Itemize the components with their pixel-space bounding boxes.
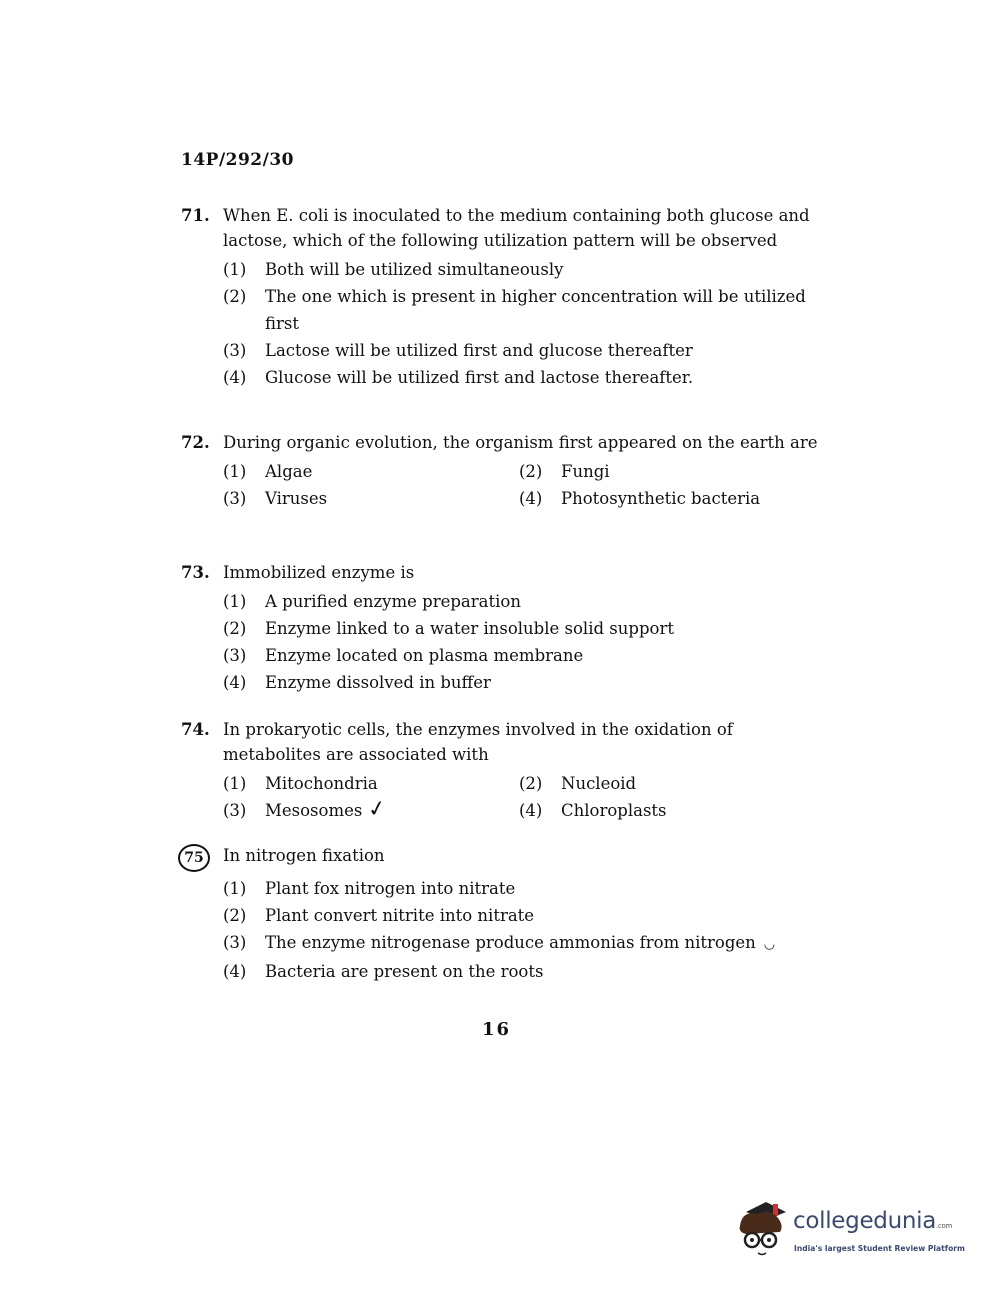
option-text: Lactose will be utilized first and glucose thereafter <box>265 341 693 360</box>
option-text: Algae <box>265 462 313 481</box>
question-text: In prokaryotic cells, the enzymes involved in the oxidation of metabolites are associated with <box>223 720 733 764</box>
question-text: During organic evolution, the organism first appeared on the earth are <box>223 433 818 452</box>
option-number: (4) <box>519 801 543 820</box>
option-number: (4) <box>223 368 247 387</box>
option-number: (4) <box>223 962 247 981</box>
question-74 <box>181 717 821 824</box>
option-text: Viruses <box>265 489 328 508</box>
brand-tagline: India's largest Student Review Platform <box>794 1244 965 1253</box>
option <box>223 929 821 958</box>
option <box>223 797 519 824</box>
option-text: Enzyme dissolved in buffer <box>265 673 491 692</box>
tick-mark-icon: ◡ <box>763 937 776 952</box>
option-text: Chloroplasts <box>561 801 667 820</box>
page-number: 16 <box>482 1019 512 1040</box>
brand-name: collegedunia.com <box>793 1208 953 1234</box>
option <box>223 588 821 615</box>
question-number: 74. <box>181 720 210 739</box>
options-grid <box>223 458 821 512</box>
question-text: In nitrogen fixation <box>223 846 385 865</box>
option-text: Nucleoid <box>561 774 637 793</box>
option <box>223 337 821 364</box>
collegedunia-logo <box>736 1196 965 1266</box>
option-text: Fungi <box>561 462 610 481</box>
options-grid <box>223 770 821 824</box>
option-text: Photosynthetic bacteria <box>561 489 761 508</box>
option-number: (4) <box>223 673 247 692</box>
options-list <box>223 875 821 985</box>
option-text: Glucose will be utilized first and lactose thereafter. <box>265 368 694 387</box>
option-text: Bacteria are present on the roots <box>265 962 544 981</box>
question-75 <box>181 843 821 985</box>
option <box>223 458 519 485</box>
question-text: When E. coli is inoculated to the medium containing both glucose and lactose, which of the following utilization pattern will be observed <box>223 206 810 250</box>
option <box>519 458 779 485</box>
option <box>223 283 821 337</box>
option <box>223 669 821 696</box>
option-number: (2) <box>223 906 247 925</box>
option-number: (3) <box>223 489 247 508</box>
option-number: (1) <box>223 774 247 793</box>
option-text: Mitochondria <box>265 774 378 793</box>
option-number: (3) <box>223 646 247 665</box>
option-text: A purified enzyme preparation <box>265 592 521 611</box>
option-number: (2) <box>223 287 247 306</box>
option <box>223 256 821 283</box>
option-number: (2) <box>223 619 247 638</box>
option <box>519 485 779 512</box>
option <box>223 615 821 642</box>
question-number: 72. <box>181 433 210 452</box>
option-number: (1) <box>223 462 247 481</box>
question-73 <box>181 560 821 696</box>
option-number: (3) <box>223 933 247 952</box>
option-text: Enzyme linked to a water insoluble solid support <box>265 619 674 638</box>
option <box>223 364 821 391</box>
option-text: Plant convert nitrite into nitrate <box>265 906 535 925</box>
option-number: (2) <box>519 462 543 481</box>
option-text: Mesosomes <box>265 801 363 820</box>
option <box>519 797 779 824</box>
question-number: 71. <box>181 206 210 225</box>
option-number: (3) <box>223 341 247 360</box>
options-list <box>223 256 821 391</box>
option <box>223 485 519 512</box>
option <box>223 902 821 929</box>
question-72 <box>181 430 821 512</box>
option <box>223 958 821 985</box>
option <box>519 770 779 797</box>
checkmark-icon: ✓ <box>366 795 389 824</box>
option-number: (4) <box>519 489 543 508</box>
paper-code: 14P/292/30 <box>181 150 295 170</box>
option-text: The enzyme nitrogenase produce ammonias from nitrogen <box>265 933 756 952</box>
option <box>223 770 519 797</box>
question-71 <box>181 203 821 391</box>
option <box>223 642 821 669</box>
brand-suffix: .com <box>936 1222 953 1230</box>
option-number: (1) <box>223 260 247 279</box>
option-text: Enzyme located on plasma membrane <box>265 646 584 665</box>
options-list <box>223 588 821 696</box>
option-number: (1) <box>223 879 247 898</box>
question-number: 73. <box>181 563 210 582</box>
mascot-icon <box>736 1196 792 1258</box>
option-number: (1) <box>223 592 247 611</box>
option-number: (3) <box>223 801 247 820</box>
option-text: Both will be utilized simultaneously <box>265 260 564 279</box>
option <box>223 875 821 902</box>
option-text: The one which is present in higher concentration will be utilized first <box>265 287 806 333</box>
option-text: Plant fox nitrogen into nitrate <box>265 879 516 898</box>
question-number-circled: 75 <box>181 843 223 872</box>
option-number: (2) <box>519 774 543 793</box>
question-text: Immobilized enzyme is <box>223 563 415 582</box>
